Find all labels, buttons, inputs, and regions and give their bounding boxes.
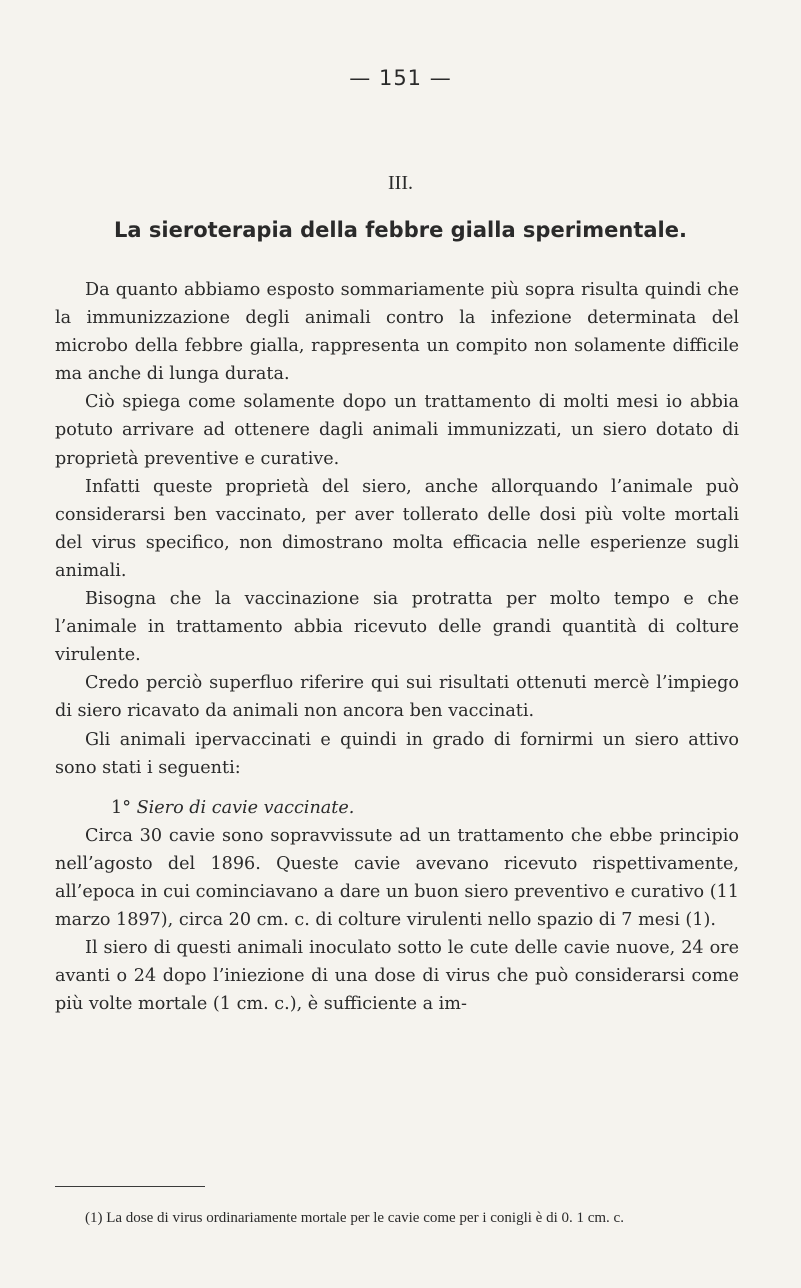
- paragraph: Il siero di questi animali inoculato sotto le cute delle cavie nuove, 24 ore avanti o 24 dopo l’iniezione di una dose di virus che può considerarsi come più volte mortale (1 cm. c.), è sufficiente a im-: [55, 938, 739, 1015]
- paragraph: Infatti queste proprietà del siero, anche allorquando l’animale può considerarsi ben vaccinato, per aver tollerato delle dosi più volte mortali del virus specifico, non dimostrano molta efficacia nelle esperienze sugli animali.: [55, 476, 739, 581]
- paragraph: Gli animali ipervaccinati e quindi in grado di fornirmi un siero attivo sono stati i seguenti:: [55, 729, 739, 778]
- paragraph: Ciò spiega come solamente dopo un trattamento di molti mesi io abbia potuto arrivare ad ottenere dagli animali immunizzati, un siero dotato di proprietà preventive e curative.: [55, 392, 739, 469]
- footnote: [55, 1207, 739, 1230]
- body-text: [55, 276, 739, 1018]
- subsection-title: Siero di cavie vaccinate.: [136, 797, 355, 818]
- paragraph: Bisogna che la vaccinazione sia protratta per molto tempo e che l’animale in trattamento abbia ricevuto delle grandi quantità di colture virulente.: [55, 589, 739, 666]
- paragraph: Credo perciò superfluo riferire qui sui risultati ottenuti mercè l’impiego di siero ricavato da animali non ancora ben vaccinati.: [55, 673, 739, 722]
- footnote-divider: [55, 1186, 205, 1187]
- subsection-number: 1°: [111, 797, 131, 818]
- paragraph: Circa 30 cavie sono sopravvissute ad un trattamento che ebbe principio nell’agosto del 1896. Queste cavie avevano ricevuto rispettivamente, all’epoca in cui cominciavano a dare un buon siero preventivo e curativo (11 marzo 1897), circa 20 cm. c. di colture virulenti nello spazio di 7 mesi (1).: [55, 825, 739, 931]
- section-title: La sieroterapia della febbre gialla sperimentale.: [114, 218, 687, 242]
- section-numeral: III.: [388, 172, 413, 194]
- subsection-heading: [55, 794, 739, 822]
- page-number: — 151 —: [349, 66, 452, 90]
- paragraph: Da quanto abbiamo esposto sommariamente più sopra risulta quindi che la immunizzazione degli animali contro la infezione determinata del microbo della febbre gialla, rappresenta un compito non solamente difficile ma anche di lunga durata.: [55, 280, 739, 385]
- footnote-text: (1) La dose di virus ordinariamente mortale per le cavie come per i conigli è di 0. 1 cm. c.: [85, 1210, 624, 1226]
